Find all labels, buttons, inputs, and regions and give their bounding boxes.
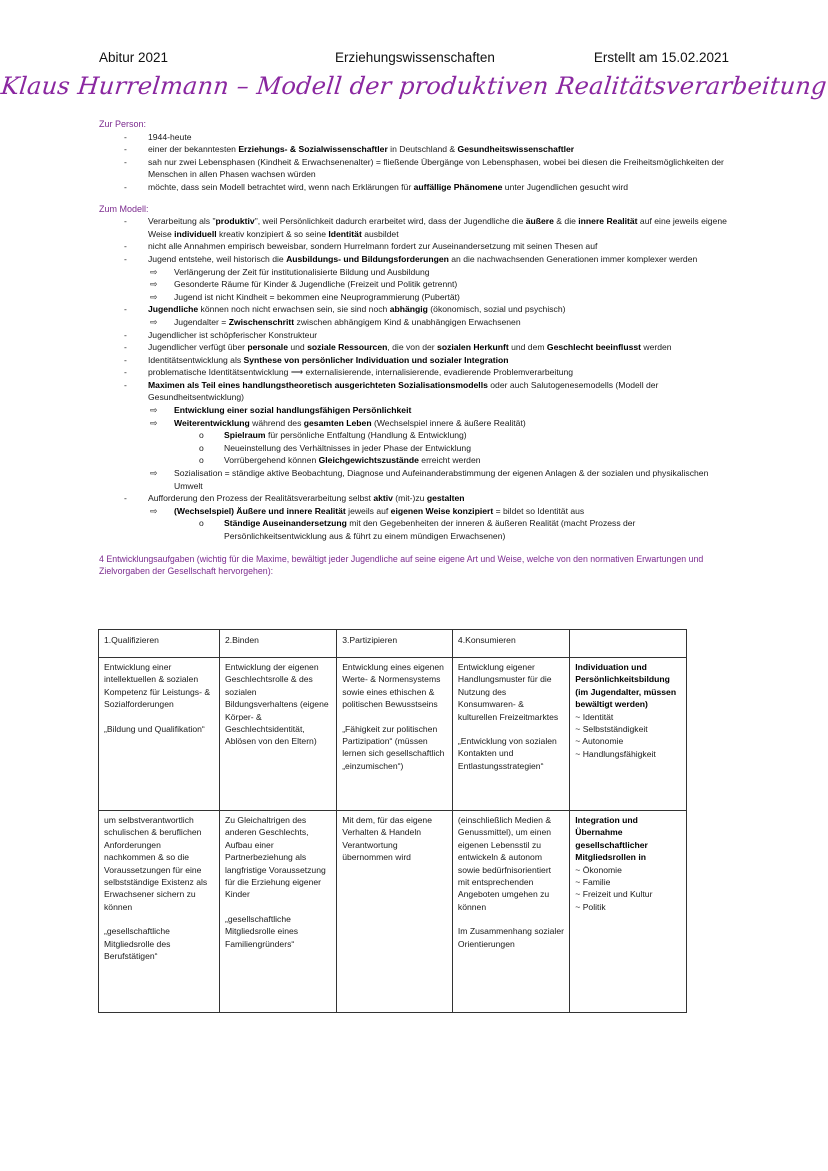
page-header <box>99 50 729 70</box>
development-tasks-table <box>98 629 687 1013</box>
circle-bullet-icon: o <box>199 518 204 529</box>
list-item: o Spielraum für persönliche Entfaltung (Handlung & Entwicklung) <box>199 430 467 441</box>
list-item: - Verarbeitung als "produktiv", weil Persönlichkeit dadurch erarbeitet wird, dass der Jugendliche die äußere & die innere Realität auf eine jeweils eigene Weise individuell kreativ konzipiert & so seine Identität ausbildet <box>124 216 727 239</box>
list-item: ⇨ Sozialisation = ständige aktive Beobachtung, Diagnose und Aufeinanderabstimmung der eigenen Anlagen & der sozialen und physikalischen Umwelt <box>150 468 709 491</box>
list-item: ⇨ Jugendalter = Zwischenschritt zwischen abhängigem Kind & unabhängigen Erwachsenen <box>150 316 521 327</box>
column-header: 1.Qualifizieren <box>99 630 220 658</box>
list-item: - Jugendlicher verfügt über personale und soziale Ressourcen, die von der sozialen Herkunft und dem Geschlecht beeinflusst werden <box>124 342 672 353</box>
list-item: - möchte, dass sein Modell betrachtet wird, wenn nach Erklärungen für auffällige Phänomene unter Jugendlichen gesucht wird <box>124 181 629 192</box>
arrow-icon: ⇨ <box>150 468 158 479</box>
column-header: 2.Binden <box>219 630 336 658</box>
header-subject: Erziehungswissenschaften <box>335 50 495 65</box>
person-list <box>99 131 731 194</box>
list-item: ⇨ Weiterentwicklung während des gesamten Leben (Wechselspiel innere & äußere Realität) <box>150 417 526 428</box>
list-item: - Jugendlicher ist schöpferischer Konstrukteur <box>124 329 318 340</box>
table-cell: Integration und Übernahme gesellschaftlicher Mitgliedsrollen in ~ Ökonomie ~ Familie ~ Freizeit und Kultur ~ Politik <box>570 811 687 1013</box>
list-item: - Identitätsentwicklung als Synthese von persönlicher Individuation und sozialer Integration <box>124 354 509 365</box>
notes-body <box>99 118 731 587</box>
list-item: - einer der bekanntesten Erziehungs- & Sozialwissenschaftler in Deutschland & Gesundheitswissenschaftler <box>124 144 575 155</box>
arrow-icon: ⇨ <box>150 417 158 428</box>
list-item: ⇨ Jugend ist nicht Kindheit = bekommen eine Neuprogrammierung (Pubertät) <box>150 291 460 302</box>
list-item: - Jugend entstehe, weil historisch die Ausbildungs- und Bildungsforderungen an die nachwachsenden Generationen immer komplexer werden <box>124 253 698 264</box>
person-heading: Zur Person: <box>99 119 147 129</box>
table-cell: Entwicklung der eigenen Geschlechtsrolle & des sozialen Bildungsverhaltens (eigene Körper- & Geschlechtsidentität, Ablösen von den Eltern) <box>219 658 336 811</box>
tasks-heading: 4 Entwicklungsaufgaben (wichtig für die Maxime, bewältigt jeder Jugendliche auf seine eigene Art und Weise, welche von den normativen Erwartungen und Zielvorgaben der Gesellschaft hervorgehen): <box>99 553 704 577</box>
list-item: - Maximen als Teil eines handlungstheoretisch ausgerichteten Sozialisationsmodells oder auch Salutogenesemodells (Modell der Gesundheitsentwicklung) <box>124 379 659 403</box>
table-cell: Entwicklung einer intellektuellen & sozialen Kompetenz für Leistungs- & Sozialforderungen „Bildung und Qualifikation“ <box>99 658 220 811</box>
table-cell: Entwicklung eines eigenen Werte- & Normensystems sowie eines ethischen & politischen Bewusstseins „Fähigkeit zur politischen Partizipation“ (müssen lernen sich gesellschaftlich „einzumischen“) <box>337 658 453 811</box>
arrow-icon: ⇨ <box>150 505 158 516</box>
arrow-icon: ⇨ <box>150 266 158 277</box>
column-header: 3.Partizipieren <box>337 630 453 658</box>
table-row <box>99 658 687 811</box>
header-course: Abitur 2021 <box>99 50 169 65</box>
arrow-icon: ⇨ <box>150 291 158 302</box>
table-cell: Entwicklung eigener Handlungsmuster für die Nutzung des Konsumwaren- & kulturellen Freizeitmarktes „Entwicklung von sozialen Kontakten und Entlastungsstrategien“ <box>452 658 569 811</box>
list-item: ⇨ Entwicklung einer sozial handlungsfähigen Persönlichkeit <box>150 405 412 416</box>
column-header <box>570 630 687 658</box>
list-item: - sah nur zwei Lebensphasen (Kindheit & Erwachsenenalter) = fließende Übergänge von Lebensphasen, wobei bei diesen die Freiheitsmöglichkeiten der Menschen in allen Phasen wachsen würden <box>124 156 724 180</box>
list-item: - Jugendliche können noch nicht erwachsen sein, sie sind noch abhängig (ökonomisch, sozial und psychisch) <box>124 304 566 315</box>
list-item: - problematische Identitätsentwicklung ⟶ externalisierende, internalisierende, evadierende Problemverarbeitung <box>124 367 574 378</box>
list-item: o Vorrübergehend können Gleichgewichtszustände erreicht werden <box>199 455 481 466</box>
list-item: - Aufforderung den Prozess der Realitätsverarbeitung selbst aktiv (mit-)zu gestalten <box>124 493 465 504</box>
table-cell: um selbstverantwortlich schulischen & beruflichen Anforderungen nachkommen & so die Voraussetzungen für eine selbstständige Existenz als Erwachsener sichern zu können „gesellschaftliche Mitgliedsrolle des Berufstätigen“ <box>99 811 220 1013</box>
model-list <box>99 215 731 542</box>
table-cell: Mit dem, für das eigene Verhalten & Handeln Verantwortung übernommen wird <box>337 811 453 1013</box>
table-cell: Individuation und Persönlichkeitsbildung (im Jugendalter, müssen bewältigt werden) ~ Identität ~ Selbstständigkeit ~ Autonomie ~ Handlungsfähigkeit <box>570 658 687 811</box>
model-heading: Zum Modell: <box>99 203 149 214</box>
page-title: Klaus Hurrelmann – Modell der produktiven Realitätsverarbeitung <box>0 72 828 100</box>
list-item: o Neueinstellung des Verhältnisses in jeder Phase der Entwicklung <box>199 442 471 453</box>
table-cell: (einschließlich Medien & Genussmittel), um einen eigenen Lebensstil zu entwickeln & autonom sowie bedürfnisorientiert mit entsprechenden Angeboten umgehen zu können Im Zusammenhang sozialer Orientierungen <box>452 811 569 1013</box>
circle-bullet-icon: o <box>199 442 204 453</box>
list-item: ⇨ Verlängerung der Zeit für institutionalisierte Bildung und Ausbildung <box>150 266 430 277</box>
arrow-icon: ⇨ <box>150 279 158 290</box>
table-cell: Zu Gleichaltrigen des anderen Geschlechts, Aufbau einer Partnerbeziehung als langfristige Voraussetzung für die Erziehung eigener Kinder „gesellschaftliche Mitgliedsrolle eines Familiengründers“ <box>219 811 336 1013</box>
list-item: ⇨ Gesonderte Räume für Kinder & Jugendliche (Freizeit und Politik getrennt) <box>150 279 458 290</box>
table-header-row <box>99 630 687 658</box>
arrow-icon: ⇨ <box>150 316 158 327</box>
table-row <box>99 811 687 1013</box>
column-header: 4.Konsumieren <box>452 630 569 658</box>
arrow-icon: ⇨ <box>150 405 158 416</box>
circle-bullet-icon: o <box>199 455 204 466</box>
list-item: - nicht alle Annahmen empirisch beweisbar, sondern Hurrelmann fordert zur Auseinandersetzung mit seinen Thesen auf <box>124 241 598 252</box>
list-item: - 1944-heute <box>124 131 192 142</box>
list-item: ⇨ (Wechselspiel) Äußere und innere Realität jeweils auf eigenen Weise konzipiert = bildet so Identität aus <box>150 505 585 516</box>
header-date: Erstellt am 15.02.2021 <box>593 50 729 65</box>
list-item: o Ständige Auseinandersetzung mit den Gegebenheiten der inneren & äußeren Realität (macht Prozess der Persönlichkeitsentwicklung aus & führt zu einem mündigen Erwachsenen) <box>199 518 636 541</box>
circle-bullet-icon: o <box>199 430 204 441</box>
